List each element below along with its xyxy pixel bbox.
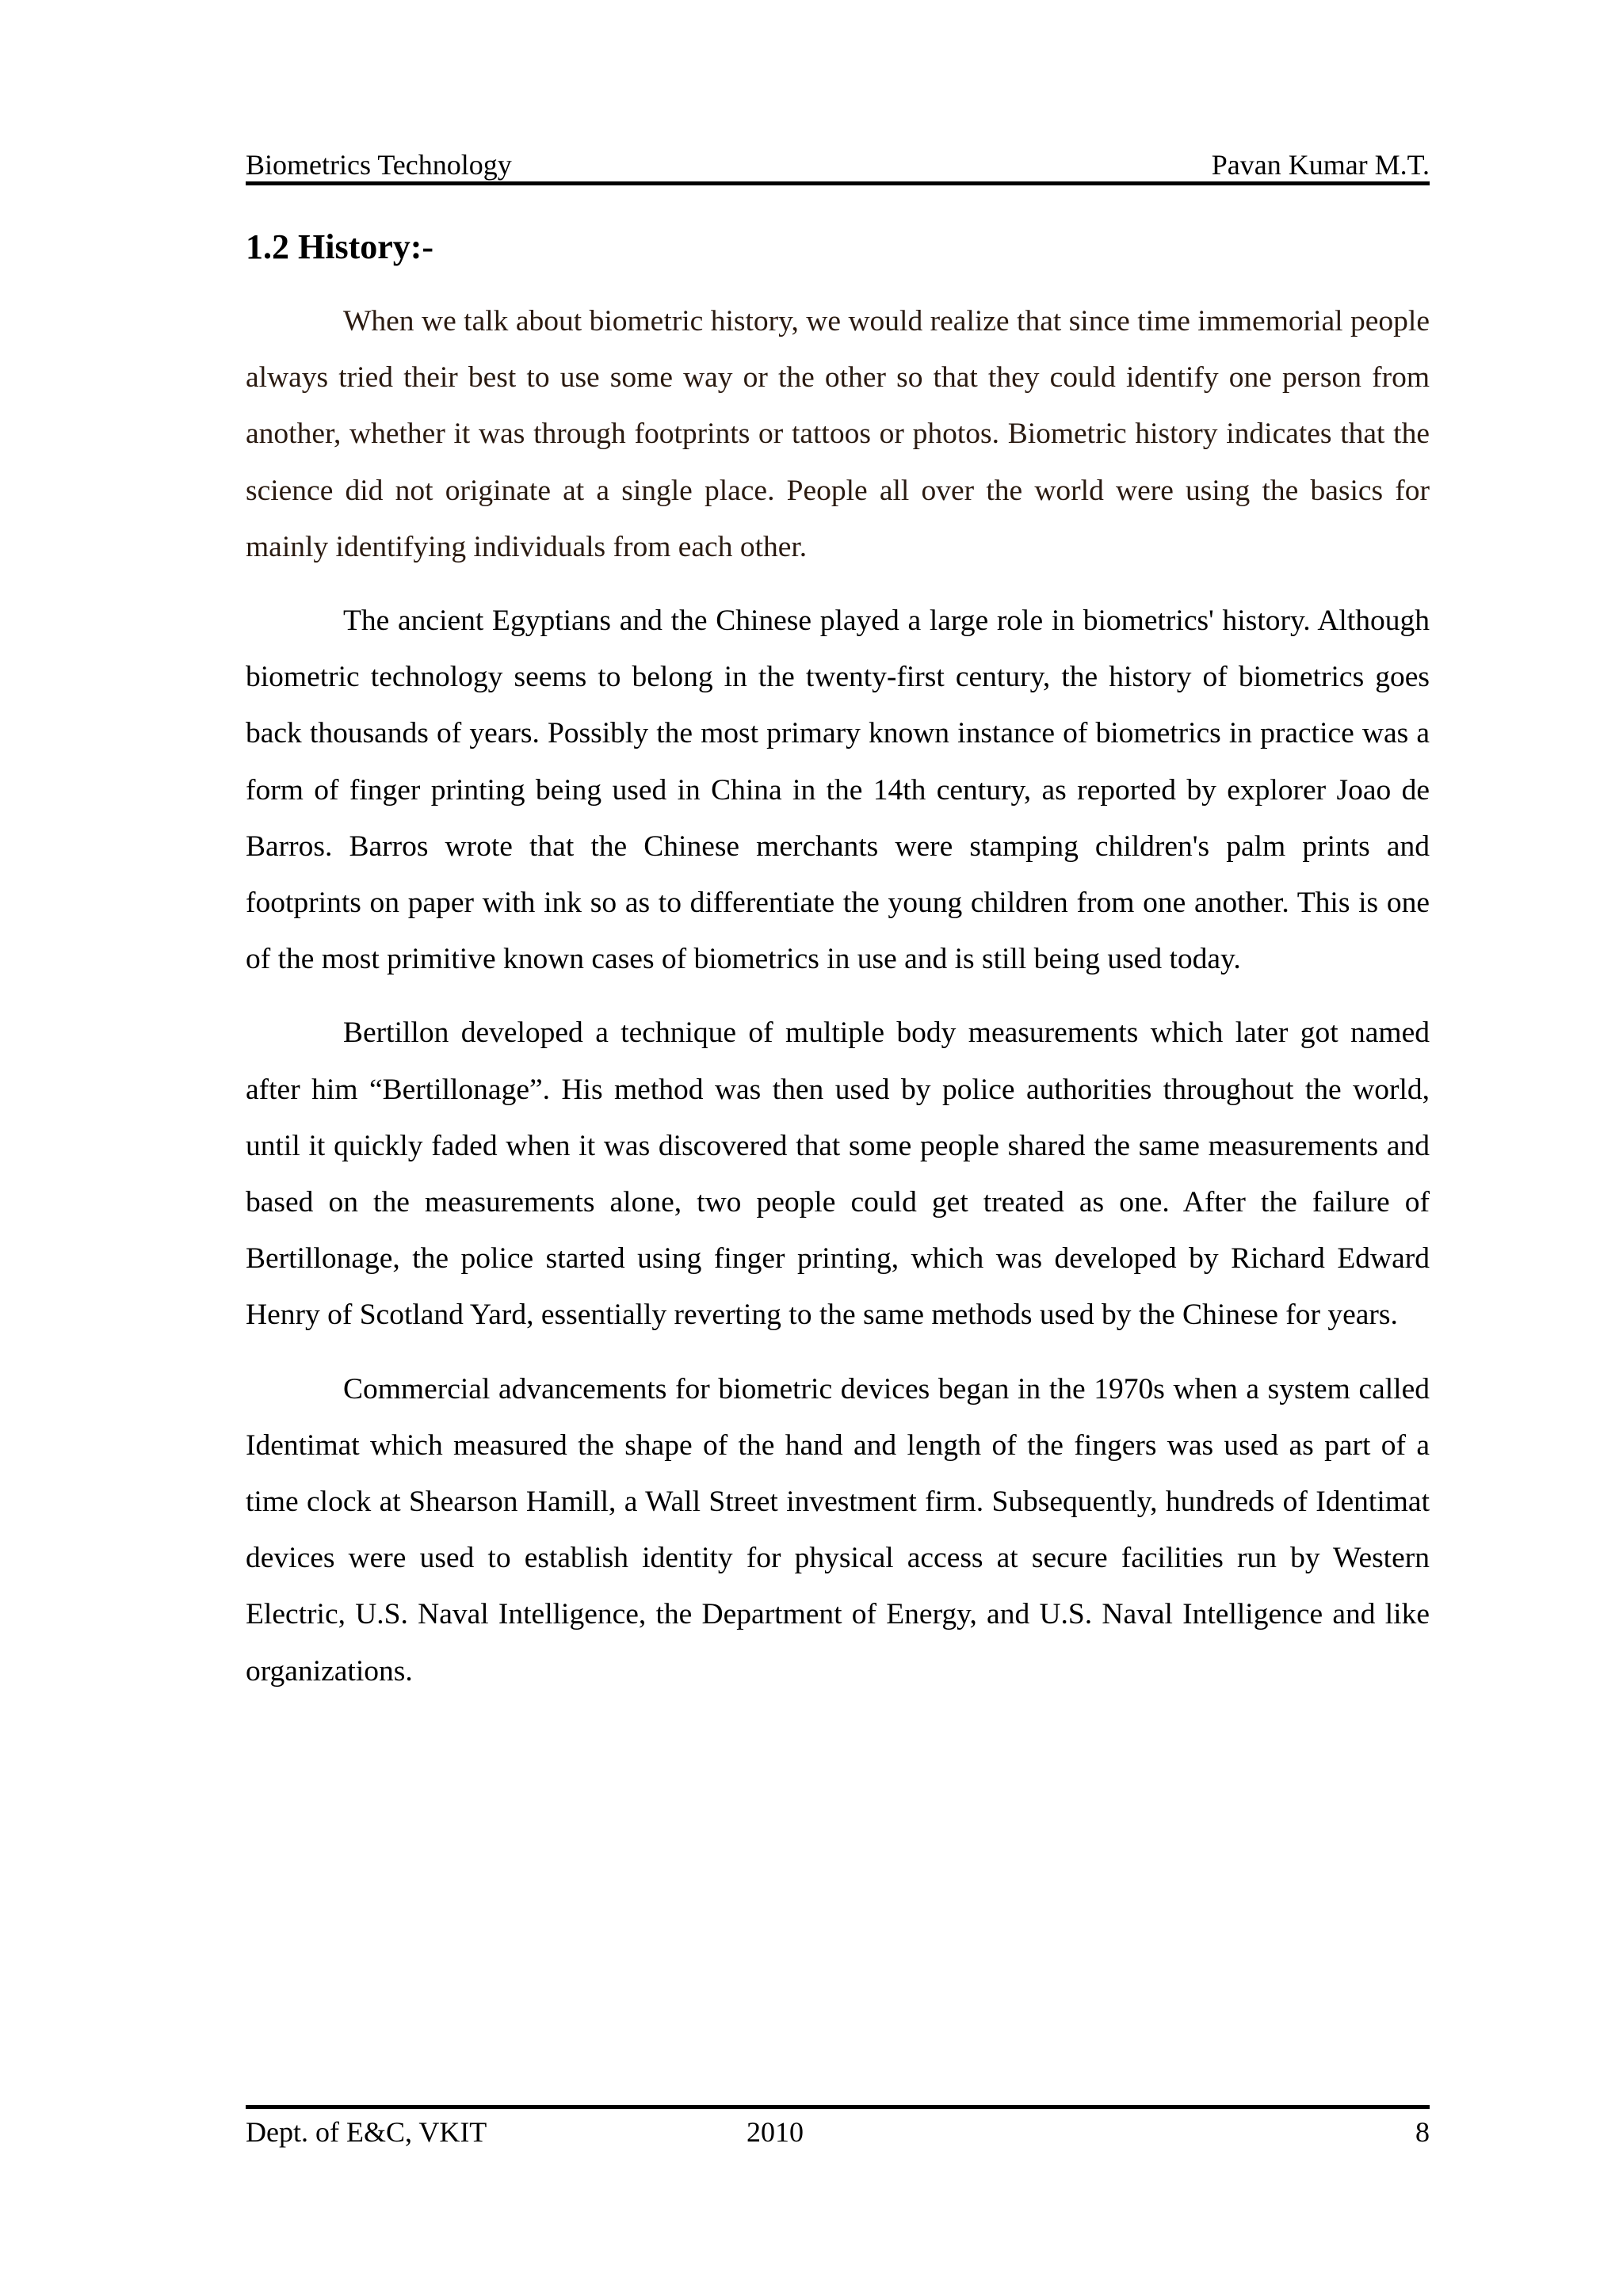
footer-divider — [246, 2105, 1430, 2109]
header-title: Biometrics Technology — [246, 149, 512, 181]
paragraph: When we talk about biometric history, we would realize that since time immemorial people always tried their best to use some way or the other so that they could identify one person from another, whether it was through footprints or tattoos or photos. Biometric history indicates that the science did not originate at a single place. People all over the world were using the basics for mainly identifying individuals from each other. — [246, 305, 1430, 563]
paragraph: Commercial advancements for biometric devices began in the 1970s when a system called Identimat which measured the shape of the hand and length of the fingers was used as part of a time clock at Shearson Hamill, a Wall Street investment firm. Subsequently, hundreds of Identimat devices were used to establish identity for physical access at secure facilities run by Western Electric, U.S. Naval Intelligence, the Department of Energy, and U.S. Naval Intelligence and like organizations. — [246, 1372, 1430, 1688]
body-text — [246, 293, 1430, 1717]
page-header — [246, 145, 1430, 185]
page-footer — [246, 2112, 1430, 2152]
footer-department: Dept. of E&C, VKIT — [246, 2116, 487, 2148]
paragraph: The ancient Egyptians and the Chinese played a large role in biometrics' history. Although biometric technology seems to belong in the twenty-first century, the history of biometrics goes back thousands of years. Possibly the most primary known instance of biometrics in practice was a form of finger printing being used in China in the 14th century, as reported by explorer Joao de Barros. Barros wrote that the Chinese merchants were stamping children's palm prints and footprints on paper with ink so as to differentiate the young children from one another. This is one of the most primitive known cases of biometrics in use and is still being used today. — [246, 605, 1430, 976]
header-author: Pavan Kumar M.T. — [1211, 149, 1430, 181]
page-number: 8 — [1415, 2116, 1430, 2148]
footer-year: 2010 — [747, 2116, 804, 2148]
paragraph: Bertillon developed a technique of multiple body measurements which later got named after him “Bertillonage”. His method was then used by police authorities throughout the world, until it quickly faded when it was discovered that some people shared the same measurements and based on the measurements alone, two people could get treated as one. After the failure of Bertillonage, the police started using finger printing, which was developed by Richard Edward Henry of Scotland Yard, essentially reverting to the same methods used by the Chinese for years. — [246, 1016, 1430, 1332]
header-divider — [246, 181, 1430, 185]
section-title: 1.2 History:- — [246, 227, 434, 266]
